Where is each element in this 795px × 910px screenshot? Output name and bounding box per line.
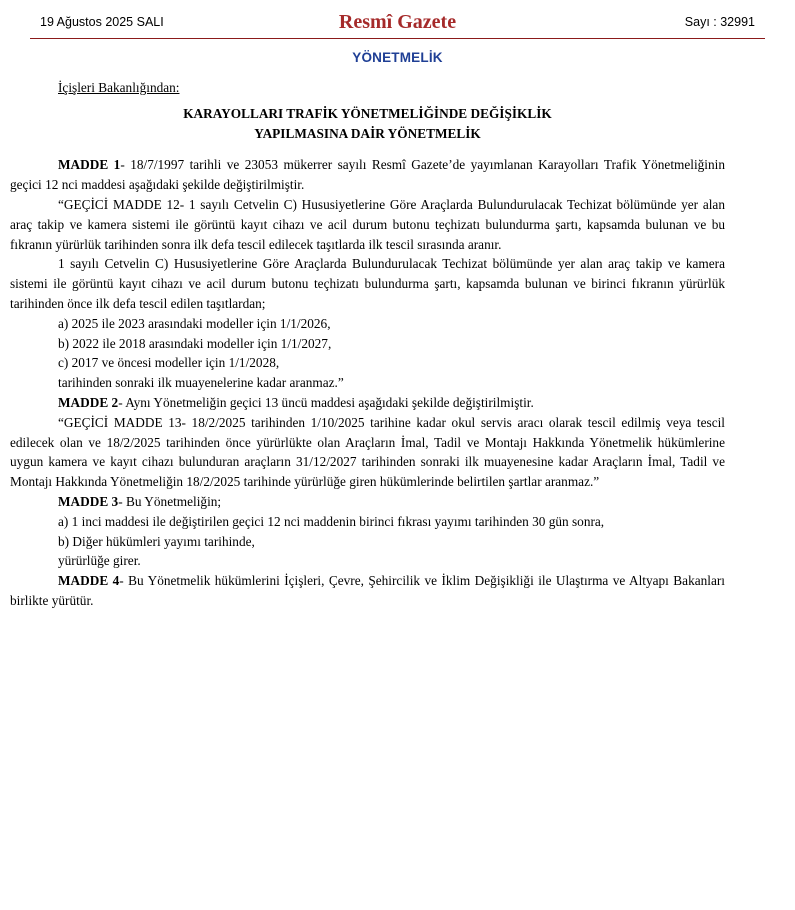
- article-1-label: MADDE 1: [58, 157, 121, 173]
- temp-article-13: “GEÇİCİ MADDE 13- 18/2/2025 tarihinden 1/10/2025 tarihine kadar okul servis aracı olarak tescil edilmiş veya tescil edilecek olan ve 18/2/2025 tarihinden önce yürürlükte olan Araçların İmal, Tadil ve Montajı Hakkında Yönetmelik hükümlerine uygun kamera ve kayıt cihazı bulunduran araçların 31/12/2027 tarihinden sonraki ilk muayenesine kadar Araçların İmal, Tadil ve Montajı Hakkında Yönetmeliğin 18/2/2025 tarihinde yürürlüğe giren hükümlerinde belirtilen şartlar aranmaz.”: [10, 414, 725, 490]
- gazette-header: [30, 0, 765, 39]
- article-4: [10, 571, 725, 611]
- issue-date: 19 Ağustos 2025 SALI: [40, 15, 164, 29]
- issue-number: Sayı : 32991: [684, 15, 755, 29]
- temp-article-12-para-1: “GEÇİCİ MADDE 12- 1 sayılı Cetvelin C) Hususiyetlerine Göre Araçlarda Bulundurulacak Techizat bölümünde yer alan araç takip ve kamera sistemi ile görüntü kayıt cihazı ve acil durum butonu teçhizatı bulundurma şartı, kapsamda bulunan ve bu fıkranın yürürlük tarihinden sonra ilk defa tescil edilecek taşıtlarda ilk tescil sırasında aranır.: [10, 196, 725, 252]
- article-2-text: - Aynı Yönetmeliğin geçici 13 üncü maddesi aşağıdaki şekilde değiştirilmiştir.: [118, 394, 534, 410]
- gazette-page: [30, 0, 765, 65]
- document-type: YÖNETMELİK: [352, 50, 443, 65]
- article-3-text: - Bu Yönetmeliğin;: [118, 493, 222, 509]
- article-1-text: - 18/7/1997 tarihli ve 23053 mükerrer sayılı Resmî Gazete’de yayımlanan Karayolları Trafik Yönetmeliğinin geçici 12 nci maddesi aşağıdaki şekilde değiştirilmiştir.: [10, 157, 725, 193]
- issuing-ministry: İçişleri Bakanlığından:: [58, 80, 180, 95]
- article-4-label: MADDE 4: [58, 573, 120, 589]
- article-4-text: - Bu Yönetmelik hükümlerini İçişleri, Çevre, Şehircilik ve İklim Değişikliği ile Ulaştırma ve Altyapı Bakanları birlikte yürütür.: [10, 573, 725, 608]
- temp-article-12-closing: tarihinden sonraki ilk muayenelerine kadar aranmaz.”: [58, 375, 344, 391]
- temp-article-12-item-a: a) 2025 ile 2023 arasındaki modeller için 1/1/2026,: [58, 315, 331, 331]
- temp-article-12-item-c: c) 2017 ve öncesi modeller için 1/1/2028,: [58, 355, 280, 371]
- document-body: [10, 78, 725, 611]
- article-3-item-a: a) 1 inci maddesi ile değiştirilen geçici 12 nci maddenin birinci fıkrası yayımı tarihinden 30 gün sonra,: [58, 513, 605, 529]
- temp-article-12-para-2: 1 sayılı Cetvelin C) Hususiyetlerine Göre Araçlarda Bulundurulacak Techizat bölümünde yer alan araç takip ve kamera sistemi ile görüntü kayıt cihazı ve acil durum butonu teçhizatı bulundurma şartı, kapsamda bulunan ve birinci fıkranın yürürlük tarihinden önce ilk defa tescil edilen taşıtlardan;: [10, 256, 725, 311]
- article-3: [10, 492, 725, 512]
- articles: [10, 155, 725, 610]
- title-line-1: KARAYOLLARI TRAFİK YÖNETMELİĞİNDE DEĞİŞİKLİK: [183, 105, 552, 121]
- article-3-item-b: b) Diğer hükümleri yayımı tarihinde,: [58, 533, 255, 549]
- gazette-name: Resmî Gazete: [338, 11, 457, 33]
- article-1: [10, 155, 725, 195]
- title-line-2: YAPILMASINA DAİR YÖNETMELİK: [254, 125, 481, 141]
- article-2: [10, 393, 725, 413]
- temp-article-12-item-b: b) 2022 ile 2018 arasındaki modeller için 1/1/2027,: [58, 335, 332, 351]
- article-3-label: MADDE 3: [58, 493, 119, 509]
- article-2-label: MADDE 2: [58, 394, 119, 410]
- document-title: [10, 104, 725, 144]
- article-3-closing: yürürlüğe girer.: [58, 553, 141, 569]
